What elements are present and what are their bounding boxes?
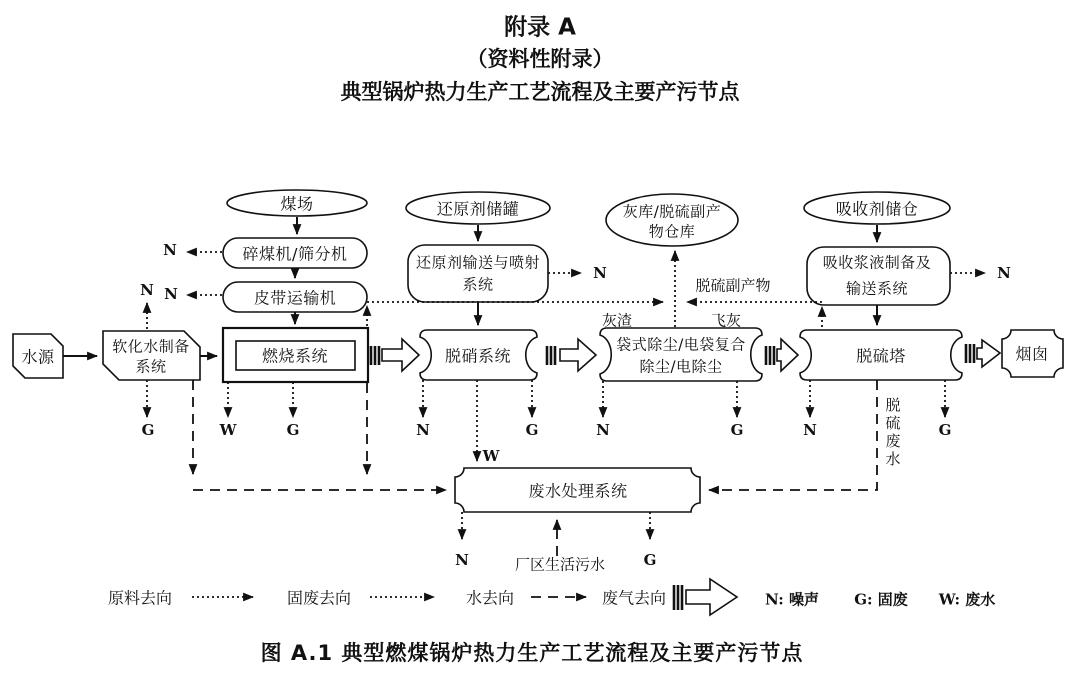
legend-wastewater-def: W: 废水 (938, 590, 996, 609)
crusher-label: 碎煤机/筛分机 (242, 244, 348, 264)
reductant-injection-label-1: 还原剂输送与喷射 (415, 253, 541, 272)
desulf-byproduct-label: 脱硫副产物 (695, 276, 771, 295)
solid-marker-tower: G (938, 421, 952, 439)
belt-conveyor-label: 皮带运输机 (253, 288, 337, 308)
solid-marker-dust: G (730, 421, 744, 439)
chimney-label: 烟囱 (1015, 344, 1049, 364)
solid-marker-softener: G (141, 421, 155, 439)
noise-marker-belt: N (164, 285, 178, 303)
denitration-label: 脱硝系统 (444, 346, 512, 366)
dust-removal-label-2: 除尘/电除尘 (639, 357, 723, 376)
water-source-label: 水源 (21, 347, 55, 367)
legend-noise-def: N: 噪声 (765, 590, 819, 609)
flue-connector-4 (966, 340, 1000, 367)
diagram-title: 典型锅炉热力生产工艺流程及主要产污节点 (340, 80, 740, 104)
legend-gas-arrow (674, 579, 737, 615)
desulfurization-tower-label: 脱硫塔 (856, 346, 906, 366)
wastewater-marker-wwt-in: W (482, 447, 500, 465)
legend-gas-label: 废气去向 (601, 588, 667, 608)
desulf-wastewater-label: 脱硫废水 (883, 397, 902, 469)
reductant-injection-label-2: 系统 (462, 275, 494, 294)
legend-solid-def: G: 固废 (854, 590, 908, 609)
noise-marker-injection: N (593, 264, 607, 282)
figure-caption: 图 A.1 典型燃煤锅炉热力生产工艺流程及主要产污节点 (260, 641, 804, 665)
solid-marker-wwt: G (643, 551, 657, 569)
solid-marker-denitration: G (525, 421, 539, 439)
legend-solid-label: 固废去向 (286, 588, 352, 608)
wastewater-marker-combustion: W (219, 421, 237, 439)
softened-water-label-2: 系统 (135, 357, 167, 376)
noise-marker-dust: N (596, 421, 610, 439)
noise-marker-softener: N (140, 281, 154, 299)
coal-yard-label: 煤场 (280, 194, 314, 214)
noise-marker-tower: N (803, 421, 817, 439)
ash-slag-label: 灰渣 (601, 311, 633, 330)
slurry-system-label-2: 输送系统 (845, 279, 909, 298)
reductant-tank-label: 还原剂储罐 (436, 199, 520, 219)
wastewater-treatment-label: 废水处理系统 (528, 481, 628, 501)
absorbent-silo-label: 吸收剂储仓 (835, 199, 919, 219)
dust-removal-label-1: 袋式除尘/电袋复合 (616, 335, 746, 354)
noise-marker-denitration: N (416, 421, 430, 439)
flue-connector-2 (547, 339, 596, 371)
legend-water-label: 水去向 (465, 588, 515, 608)
appendix-subtitle: （资料性附录） (466, 47, 614, 71)
noise-marker-wwt: N (455, 551, 469, 569)
ash-warehouse-label-1: 灰库/脱硫副产 (622, 202, 722, 221)
ash-warehouse-label-2: 物仓库 (648, 222, 696, 241)
flue-connector-3 (766, 339, 798, 371)
fly-ash-label: 飞灰 (710, 311, 742, 330)
noise-marker-slurry: N (997, 264, 1011, 282)
softened-water-label-1: 软化水制备 (112, 337, 190, 356)
appendix-title: 附录 A (504, 14, 576, 41)
noise-marker-crusher: N (163, 241, 177, 259)
flue-connector-1 (371, 339, 419, 371)
combustion-label: 燃烧系统 (261, 346, 329, 366)
domestic-sewage-label: 厂区生活污水 (514, 555, 606, 574)
slurry-system-label-1: 吸收浆液制备及 (822, 253, 932, 272)
solid-marker-combustion: G (286, 421, 300, 439)
legend-raw-label: 原料去向 (107, 588, 173, 608)
